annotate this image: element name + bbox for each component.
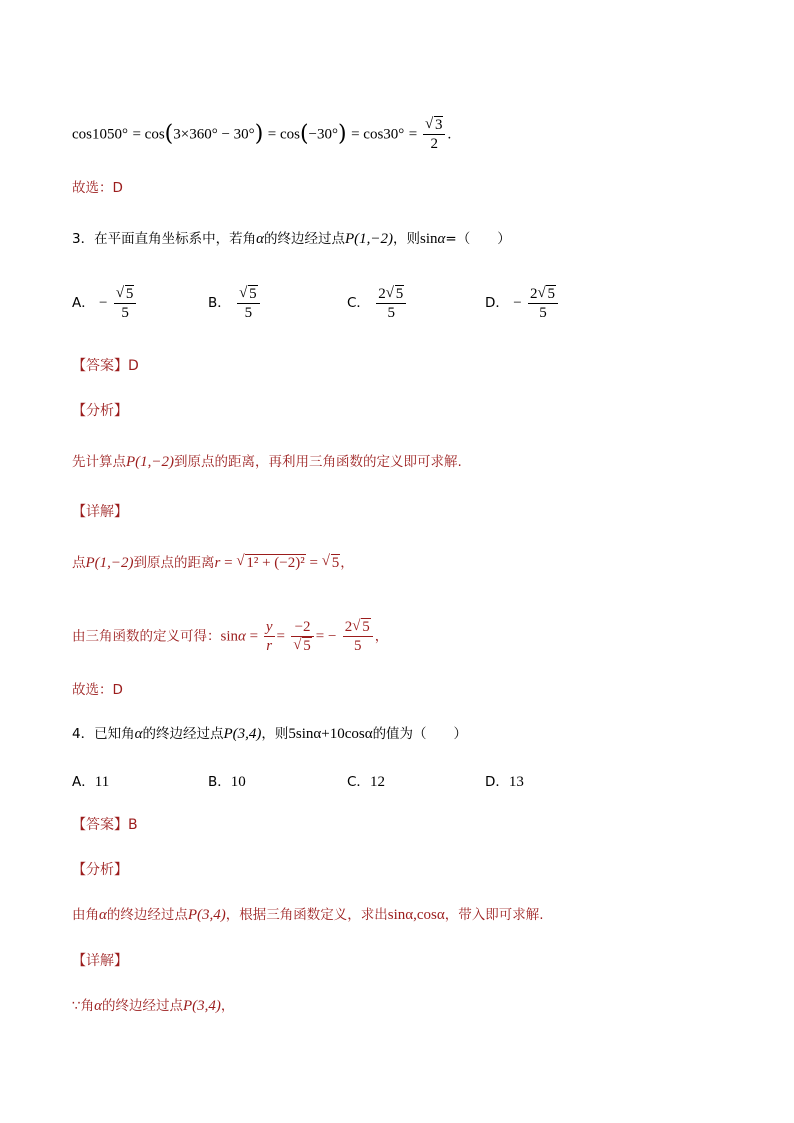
formula-fraction: √ 3 2 [423, 116, 446, 153]
cos-formula: cos1050° = cos(3×360° − 30°) = cos(−30°) = cos30° = √ 3 2 . [72, 116, 452, 152]
formula-cos-1: cos [144, 126, 165, 143]
q3-stem: 3．在平面直角坐标系中，若角α的终边经过点P(1,−2)，则sinα=（ ） [72, 231, 511, 247]
q3-option-d[interactable]: D． − 2 √ 5 5 [485, 285, 560, 322]
q4-answer: 【答案】B [72, 817, 138, 833]
q3-option-c[interactable]: C． 2 √ 5 5 [347, 285, 408, 322]
formula-cos-2: cos [279, 126, 300, 143]
q4-option-d[interactable]: D．13 [485, 774, 524, 790]
q4-analysis-text: 由角α的终边经过点P(3,4)，根据三角函数定义，求出sinα,cosα，带入即可求解. [72, 907, 544, 923]
q4-stem: 4．已知角α的终边经过点P(3,4)，则5sinα+10cosα的值为（ ） [72, 726, 468, 742]
q3-point: P(1,−2) [344, 231, 393, 247]
q3-option-b[interactable]: B． √ 5 5 [208, 285, 262, 322]
q4-analysis-header: 【分析】 [72, 862, 128, 878]
q3-detail-line-2: 由三角函数的定义可得：sinα = $\frac{y}{r}$ = −2 √ 5 = − 2 √ 5 5 ， [72, 618, 389, 654]
choose-prev: 故选：D [72, 180, 123, 196]
q4-option-c[interactable]: C．12 [347, 774, 385, 790]
q4-point: P(3,4) [223, 726, 262, 742]
formula-inner-1: 3×360° − 30° [173, 126, 255, 143]
q3-detail-header: 【详解】 [72, 504, 128, 520]
formula-lhs: cos1050° [72, 126, 128, 143]
q3-option-a[interactable]: A． − √ 5 5 [72, 285, 138, 322]
q3-detail-line-1: 点P(1,−2)到原点的距离r = √ 1² + (−2)² = √ 5， [72, 553, 354, 571]
q4-option-b[interactable]: B．10 [208, 774, 246, 790]
formula-cos-3: cos30° [363, 126, 405, 143]
formula-sqrt-radicand: 3 [434, 117, 443, 133]
q4-detail-line-1: ∵角α的终边经过点P(3,4)， [72, 998, 235, 1014]
formula-denominator: 2 [430, 136, 438, 152]
q3-analysis-header: 【分析】 [72, 403, 128, 419]
q4-detail-header: 【详解】 [72, 953, 128, 969]
q3-analysis-text: 先计算点P(1,−2)到原点的距离，再利用三角函数的定义即可求解. [72, 454, 462, 470]
formula-inner-2: −30° [308, 126, 339, 143]
q4-option-a[interactable]: A．11 [72, 774, 110, 790]
q3-answer: 【答案】D [72, 358, 139, 374]
q3-choose: 故选：D [72, 682, 123, 698]
